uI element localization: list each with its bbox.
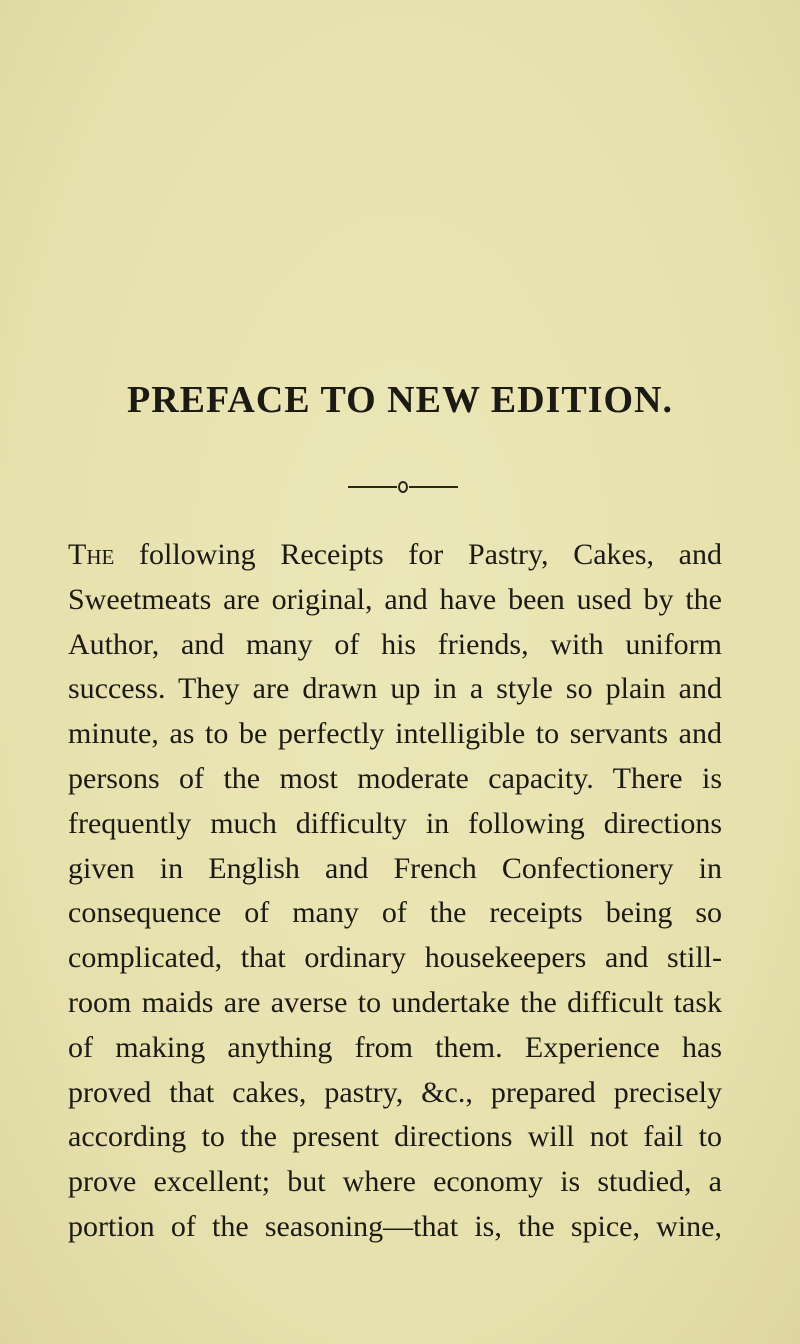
text-line: according to the present directions will not fail to <box>68 1120 722 1154</box>
divider-line-left <box>348 486 397 488</box>
text-line: proved that cakes, pastry, &c., prepared precisely <box>68 1075 722 1109</box>
divider-line-right <box>409 486 458 488</box>
text-line: minute, as to be perfectly intelligible to servants and <box>68 717 722 751</box>
text-line: persons of the most moderate capacity. There is <box>68 761 722 795</box>
text-line: consequence of many of the receipts being so <box>68 896 722 930</box>
preface-body <box>68 533 722 1250</box>
text-line: prove excellent; but where economy is studied, a <box>68 1165 722 1199</box>
text-line: success. They are drawn up in a style so plain and <box>68 672 722 706</box>
text-line: frequently much difficulty in following directions <box>68 806 722 840</box>
text-line: given in English and French Confectionery in <box>68 851 722 885</box>
drop-word: The <box>68 538 115 571</box>
page-title: PREFACE TO NEW EDITION. <box>127 379 673 421</box>
text-line: Author, and many of his friends, with uniform <box>68 627 722 661</box>
text-line: room maids are averse to undertake the difficult task <box>68 985 722 1019</box>
section-divider <box>348 480 458 494</box>
text-line: The following Receipts for Pastry, Cakes, and <box>68 538 722 571</box>
text-line: portion of the seasoning—that is, the spice, wine, <box>68 1209 722 1243</box>
text-line: Sweetmeats are original, and have been used by the <box>68 582 722 616</box>
divider-ornament <box>398 481 408 493</box>
text-line: of making anything from them. Experience has <box>68 1030 722 1064</box>
text-line: complicated, that ordinary housekeepers and still- <box>68 941 722 975</box>
